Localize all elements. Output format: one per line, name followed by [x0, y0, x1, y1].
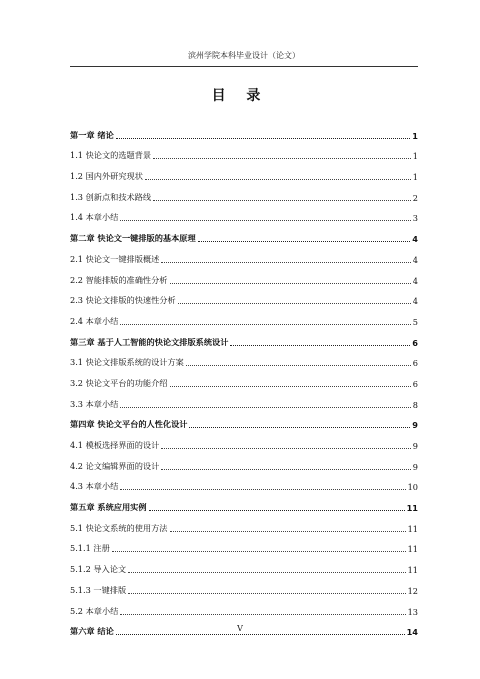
toc-entry-page: 9	[412, 441, 418, 451]
toc-section-entry[interactable]	[70, 389, 418, 410]
toc-entry-page: 10	[407, 482, 418, 493]
toc-leader-dots	[145, 179, 411, 180]
toc-entry-page: 6	[412, 337, 418, 348]
toc-entry-label: 4.1 模板选择界面的设计	[70, 440, 160, 450]
toc-entry-label: 1.3 创新点和技术路线	[70, 191, 152, 202]
toc-entry-label: 1.1 快论文的选题背景	[70, 150, 152, 161]
toc-leader-dots	[170, 386, 411, 387]
toc-entry-page: 9	[412, 420, 418, 431]
toc-section-entry[interactable]	[70, 513, 418, 534]
toc-leader-dots	[120, 407, 410, 408]
toc-entry-label: 3.3 本章小结	[70, 398, 119, 409]
toc-entry-label: 3.2 快论文平台的功能介绍	[70, 377, 168, 388]
toc-leader-dots	[170, 531, 406, 532]
toc-entry-label: 5.2 本章小结	[70, 605, 119, 616]
header-rule	[70, 66, 418, 67]
toc-leader-dots	[161, 469, 410, 470]
toc-leader-dots	[112, 551, 406, 552]
toc-entry-page: 1	[412, 151, 418, 162]
toc-entry-page: 11	[406, 503, 418, 514]
toc-entry-page: 12	[407, 585, 418, 596]
toc-leader-dots	[186, 365, 411, 366]
toc-entry-page: 9	[412, 461, 418, 472]
toc-leader-dots	[189, 427, 410, 428]
toc-entry-page: 1	[412, 130, 418, 141]
toc-entry-label: 2.2 智能排版的准确性分析	[70, 274, 168, 285]
toc-section-entry[interactable]	[70, 244, 418, 265]
toc-entry-page: 5	[412, 316, 418, 327]
toc-leader-dots	[120, 220, 410, 221]
toc-entry-label: 3.1 快论文排版系统的设计方案	[70, 357, 184, 368]
toc-section-entry[interactable]	[70, 368, 418, 389]
toc-section-entry[interactable]	[70, 306, 418, 327]
toc-entry-page: 3	[412, 213, 418, 224]
toc-entry-page: 4	[412, 254, 418, 265]
table-of-contents	[70, 120, 418, 637]
toc-leader-dots	[149, 510, 405, 511]
toc-entry-label: 4.3 本章小结	[70, 481, 119, 492]
toc-leader-dots	[120, 324, 410, 325]
toc-entry-page: 2	[412, 192, 418, 203]
toc-chapter-entry[interactable]	[70, 223, 418, 244]
toc-chapter-entry[interactable]	[70, 327, 418, 348]
toc-entry-page: 14	[406, 627, 418, 638]
toc-chapter-entry[interactable]	[70, 120, 418, 141]
toc-entry-page: 4	[412, 275, 418, 286]
toc-section-entry[interactable]	[70, 265, 418, 286]
toc-entry-page: 1	[412, 172, 418, 183]
toc-chapter-entry[interactable]	[70, 492, 418, 513]
toc-leader-dots	[116, 634, 405, 635]
toc-leader-dots	[161, 262, 410, 263]
toc-section-entry[interactable]	[70, 596, 418, 617]
toc-leader-dots	[170, 283, 411, 284]
toc-section-entry[interactable]	[70, 534, 418, 555]
toc-leader-dots	[198, 241, 411, 242]
toc-leader-dots	[161, 448, 410, 449]
toc-section-entry[interactable]	[70, 182, 418, 203]
toc-entry-label: 第二章 快论文一键排版的基本原理	[70, 233, 196, 244]
toc-leader-dots	[153, 158, 411, 159]
toc-section-entry[interactable]	[70, 451, 418, 472]
toc-entry-page: 11	[407, 565, 418, 576]
toc-entry-label: 5.1 快论文系统的使用方法	[70, 522, 168, 533]
toc-entry-label: 第三章 基于人工智能的快论文排版系统设计	[70, 336, 229, 347]
toc-entry-label: 1.4 本章小结	[70, 212, 119, 223]
toc-entry-page: 4	[412, 234, 418, 245]
toc-entry-label: 5.1.3 一键排版	[70, 584, 127, 595]
toc-leader-dots	[230, 345, 410, 346]
toc-leader-dots	[178, 303, 411, 304]
toc-title: 目 录	[211, 88, 269, 104]
toc-section-entry[interactable]	[70, 430, 418, 451]
toc-entry-label: 2.4 本章小结	[70, 315, 119, 326]
toc-section-entry[interactable]	[70, 203, 418, 224]
toc-section-entry[interactable]	[70, 348, 418, 369]
toc-entry-label: 4.2 论文编辑界面的设计	[70, 460, 160, 471]
toc-entry-label: 第一章 绪论	[70, 129, 114, 140]
page-header: 滨州学院本科毕业设计（论文）	[188, 51, 300, 60]
toc-entry-label: 第五章 系统应用实例	[70, 502, 147, 513]
toc-section-entry[interactable]	[70, 554, 418, 575]
toc-leader-dots	[116, 138, 411, 139]
toc-section-entry[interactable]	[70, 286, 418, 307]
toc-entry-label: 5.1.2 导入论文	[70, 564, 127, 575]
toc-entry-label: 1.2 国内外研究现状	[70, 171, 143, 182]
page-number: V	[237, 624, 243, 633]
toc-leader-dots	[120, 489, 405, 490]
toc-entry-page: 11	[407, 544, 418, 555]
toc-entry-page: 13	[407, 606, 418, 617]
toc-leader-dots	[153, 200, 411, 201]
toc-entry-page: 6	[412, 378, 418, 389]
toc-entry-page: 4	[412, 296, 418, 307]
toc-section-entry[interactable]	[70, 141, 418, 162]
toc-entry-page: 11	[407, 523, 418, 534]
toc-section-entry[interactable]	[70, 575, 418, 596]
toc-chapter-entry[interactable]	[70, 410, 418, 431]
toc-entry-label: 2.1 快论文一键排版概述	[70, 253, 160, 264]
toc-leader-dots	[128, 593, 405, 594]
toc-entry-page: 8	[412, 399, 418, 410]
toc-entry-label: 第六章 结论	[70, 626, 114, 637]
toc-entry-page: 6	[412, 358, 418, 369]
toc-section-entry[interactable]	[70, 472, 418, 493]
toc-section-entry[interactable]	[70, 161, 418, 182]
toc-leader-dots	[128, 572, 405, 573]
toc-entry-label: 2.3 快论文排版的快速性分析	[70, 295, 176, 306]
toc-leader-dots	[120, 614, 405, 615]
toc-entry-label: 5.1.1 注册	[70, 543, 110, 554]
toc-entry-label: 第四章 快论文平台的人性化设计	[70, 419, 188, 430]
